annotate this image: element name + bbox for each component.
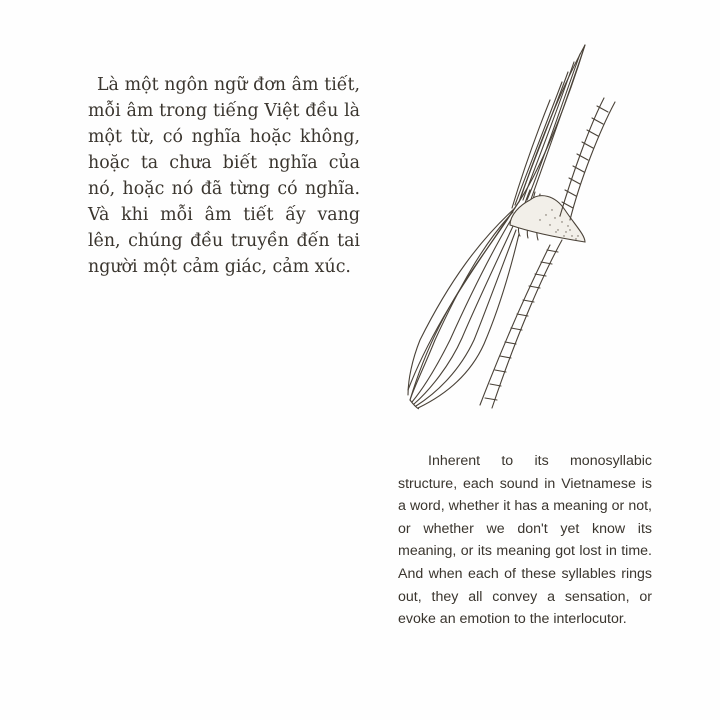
line-drawing-illustration <box>380 40 630 420</box>
vietnamese-paragraph: Là một ngôn ngữ đơn âm tiết, mỗi âm trong tiếng Việt đều là một từ, có nghĩa hoặc không, hoặc ta chưa biết nghĩa của nó, hoặc nó đã từng có nghĩa. Và khi mỗi âm tiết ấy vang lên, chúng đều truyền đến tai người một cảm giác, cảm xúc. <box>88 75 360 277</box>
stippled-cap <box>510 196 585 242</box>
english-paragraph: Inherent to its monosyllabic structure, each sound in Vietnamese is a word, whether it has a meaning or not, or whether we don't yet know its meaning, or its meaning got lost in time. And when each of these syllables rings out, they all convey a sensation, or evoke an emotion to the interlocutor. <box>398 453 652 628</box>
